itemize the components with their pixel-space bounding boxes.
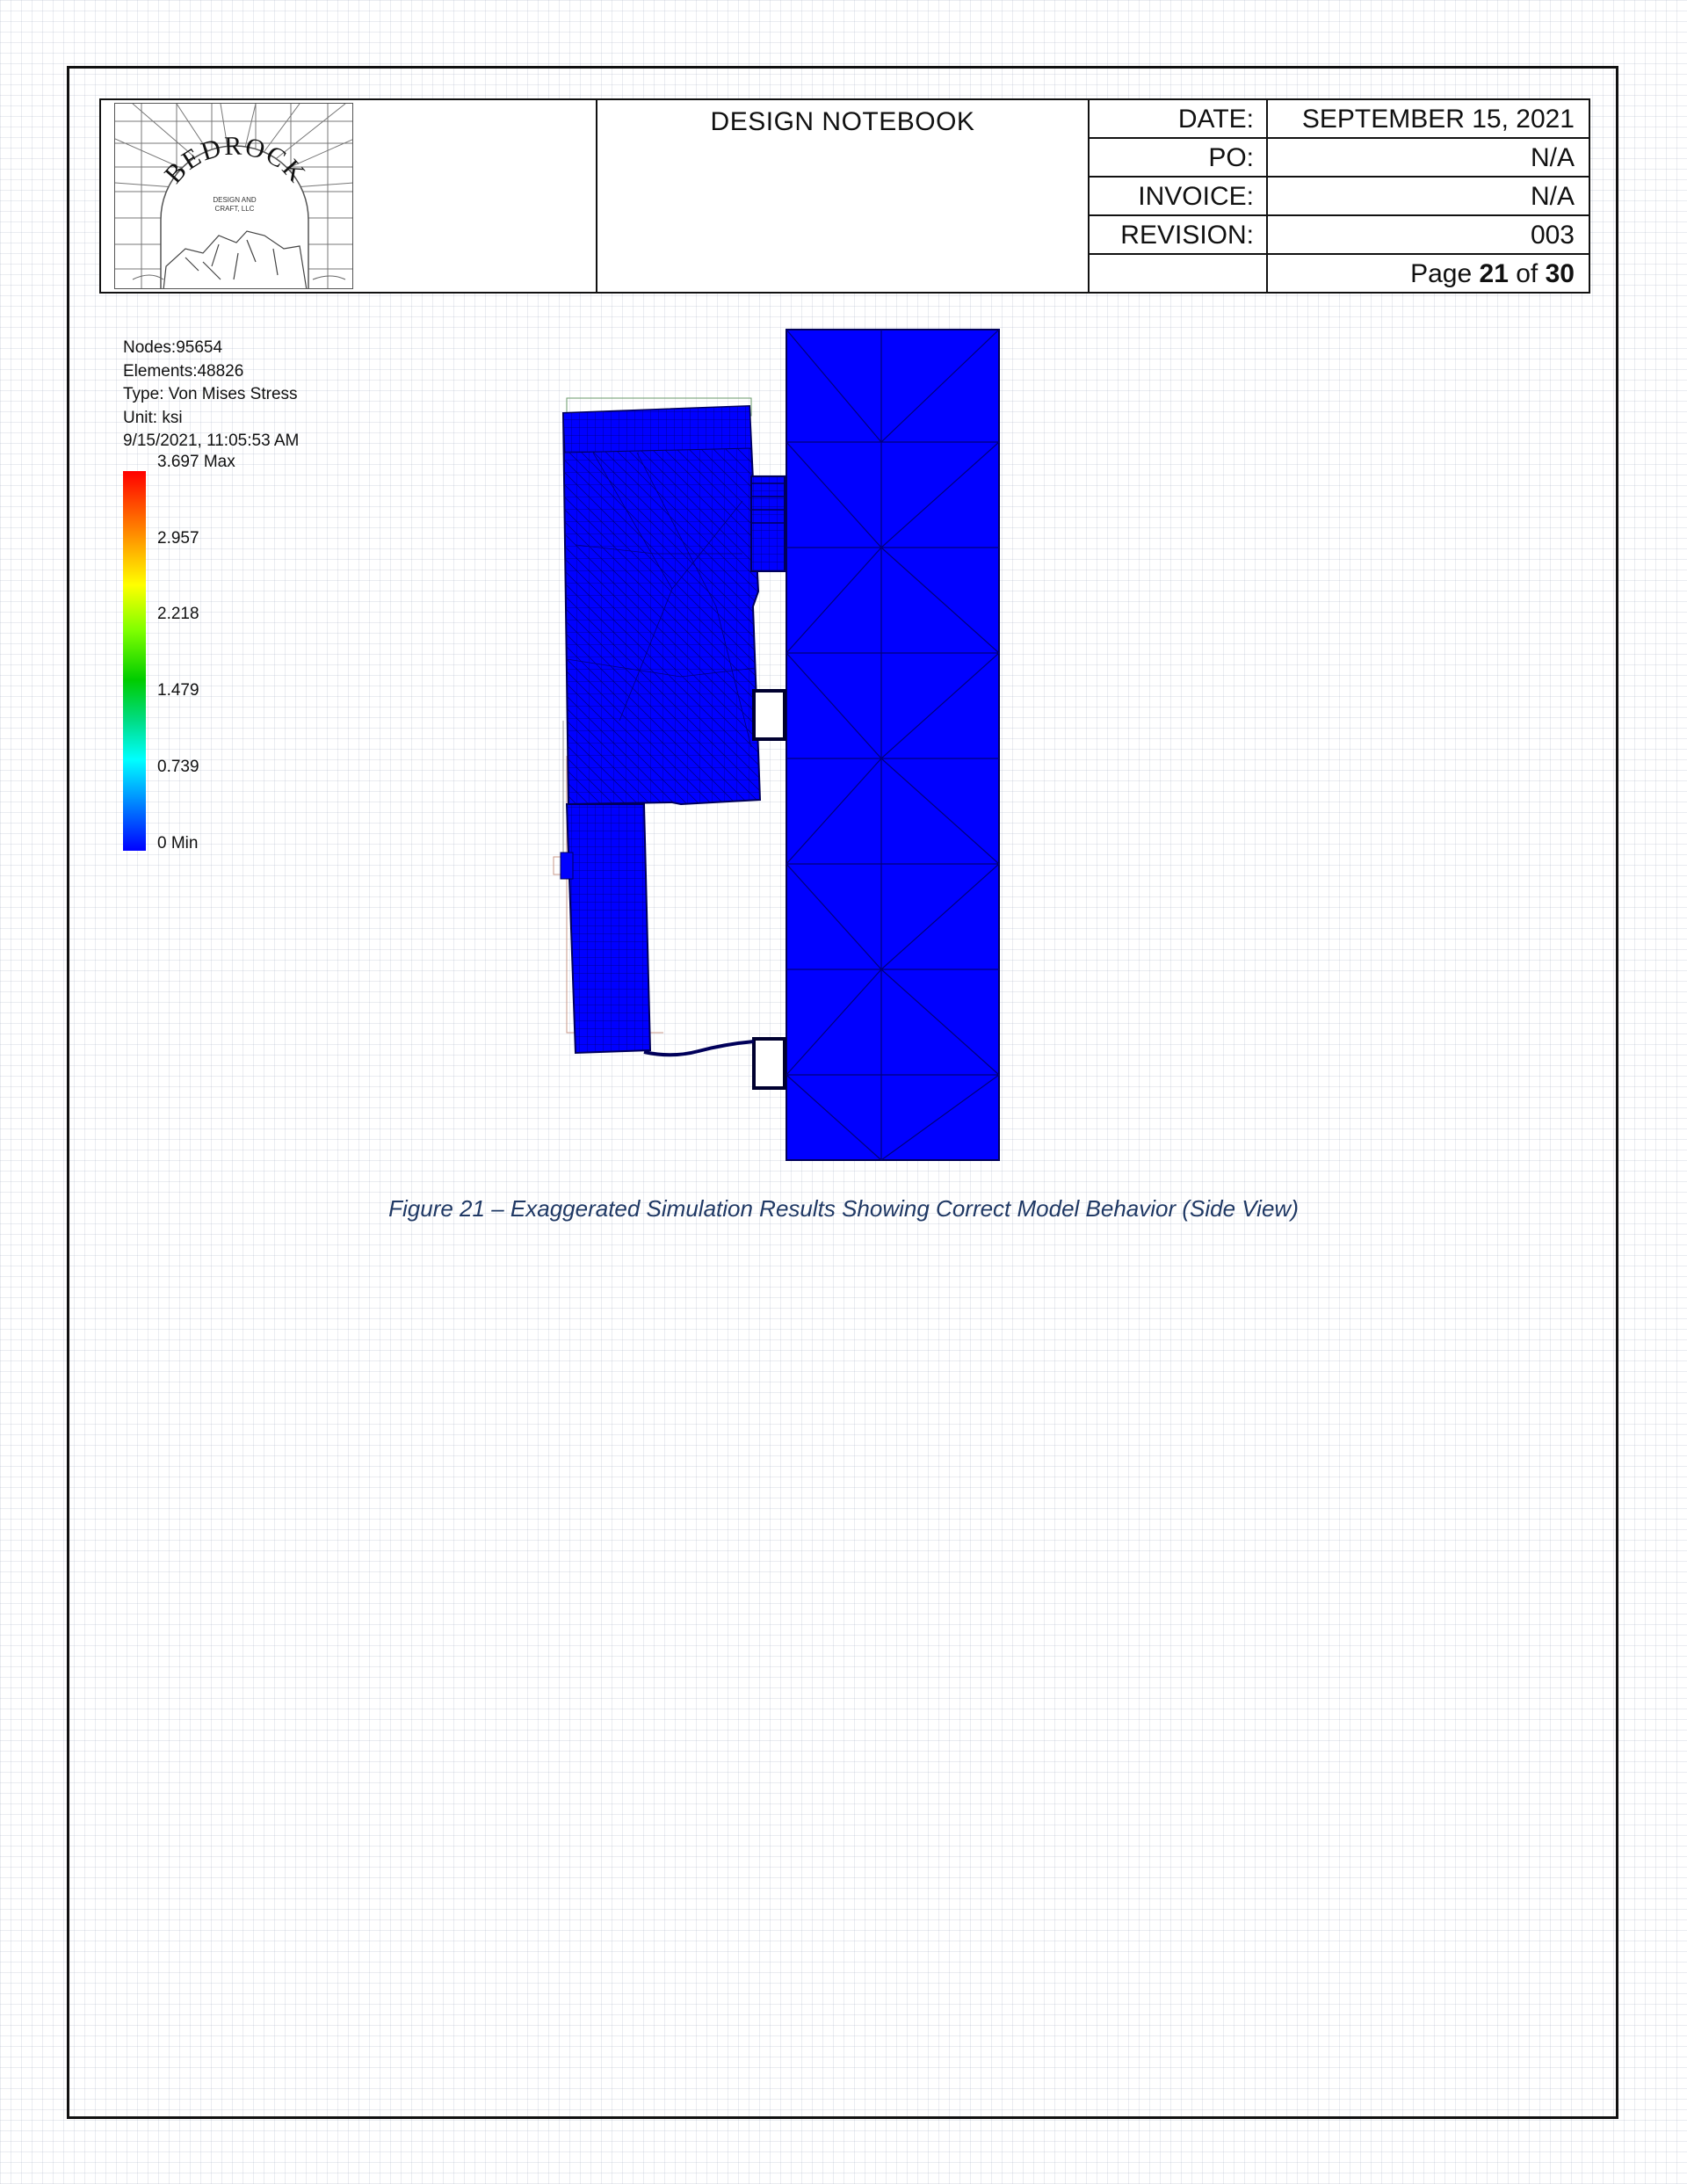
scale-label-1479: 1.479 [157,681,199,700]
revision-row [1090,216,1589,255]
logo-tagline-1: DESIGN AND [213,196,257,204]
invoice-label: INVOICE: [1090,178,1268,214]
invoice-value: N/A [1530,182,1575,211]
bedrock-logo [114,103,353,289]
scale-label-2957: 2.957 [157,529,199,548]
scale-label-max: 3.697 Max [157,453,235,471]
logo-artwork [115,104,353,289]
upper-body-mesh [563,406,760,804]
support-column [786,330,999,1160]
page-number-row [1090,255,1589,292]
scale-label-min: 0 Min [157,834,199,853]
cable [644,1041,754,1055]
page-number-blank [1090,255,1268,292]
nodes-count: Nodes:95654 [123,338,223,357]
lower-leg-mesh [567,804,650,1053]
notebook-title-cell [597,100,1090,292]
revision-label: REVISION: [1090,216,1268,253]
page-separator: of [1516,259,1539,288]
po-row [1090,139,1589,178]
revision-value: 003 [1530,221,1575,250]
figure-caption: Figure 21 – Exaggerated Simulation Results Showing Correct Model Behavior (Side View) [388,1195,1299,1222]
lower-bracket [754,1039,785,1088]
simulation-side-view [540,325,1015,1165]
document-info-grid [1090,100,1589,292]
date-label: DATE: [1090,100,1268,137]
simulation-info [123,337,299,453]
fea-mesh-image [540,325,1015,1165]
po-label: PO: [1090,139,1268,176]
page-prefix: Page [1410,259,1473,288]
date-row [1090,100,1589,139]
title-block [99,98,1590,294]
mid-bracket [754,691,785,739]
page-number [1268,255,1589,292]
logo-tagline-2: CRAFT, LLC [214,205,255,213]
result-type: Type: Von Mises Stress [123,385,298,403]
scale-label-2218: 2.218 [157,605,199,623]
result-timestamp: 9/15/2021, 11:05:53 AM [123,432,300,450]
stress-colorbar [123,471,146,851]
logo-cell [101,100,597,292]
result-unit: Unit: ksi [123,408,183,427]
page-current: 21 [1479,259,1509,288]
upper-connector [751,476,785,571]
po-value: N/A [1530,143,1575,172]
invoice-row [1090,178,1589,216]
page-total: 30 [1545,259,1575,288]
scale-label-0739: 0.739 [157,758,199,776]
elements-count: Elements:48826 [123,361,244,381]
logo-brand-text: BEDROCK [158,131,312,190]
date-value: SEPTEMBER 15, 2021 [1301,105,1575,134]
notebook-title: DESIGN NOTEBOOK [710,107,975,136]
